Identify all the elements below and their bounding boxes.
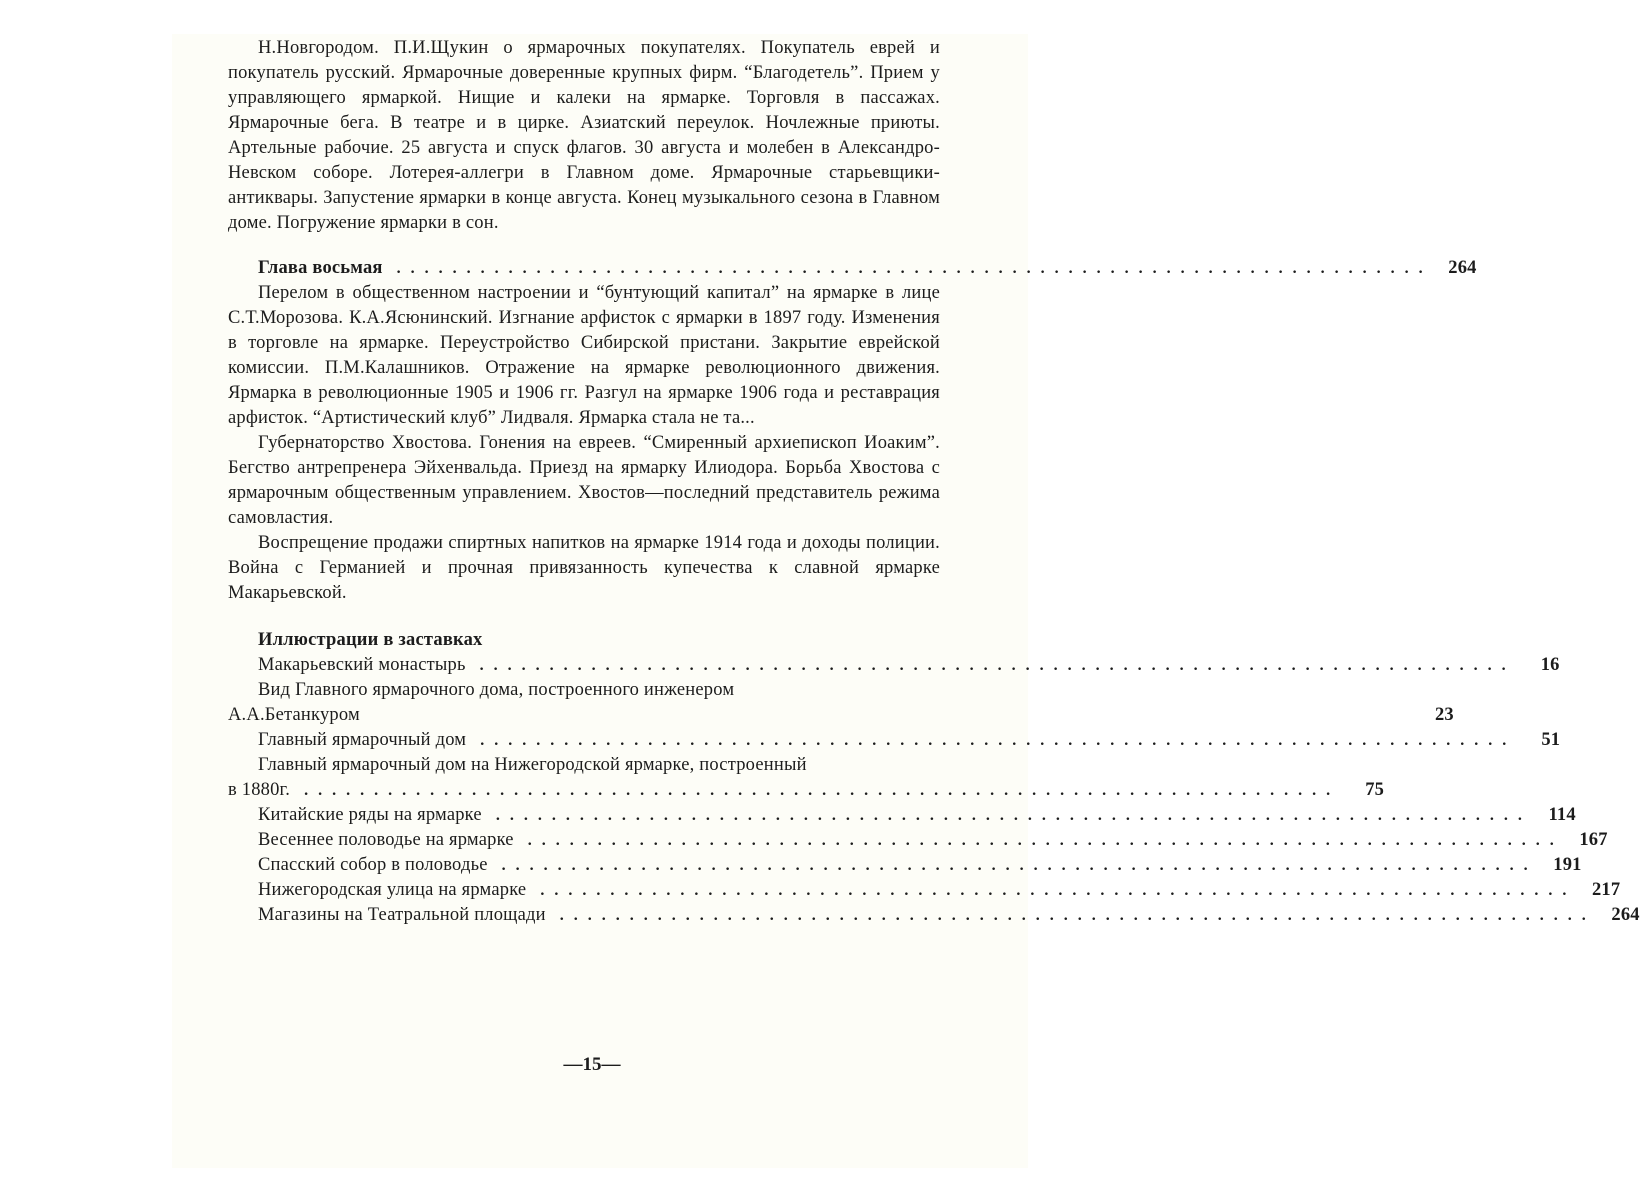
illustration-title-line: Вид Главного ярмарочного дома, построенного инженером xyxy=(258,680,735,700)
chapter-eight-entry xyxy=(228,256,1477,281)
illustration-page: 51 xyxy=(1541,730,1561,750)
illustration-entry xyxy=(228,803,1576,828)
illustration-entry xyxy=(228,778,1385,803)
page-content xyxy=(228,36,1640,928)
dot-leader: .......................................................................... xyxy=(527,832,1564,849)
chapter-paragraph: Перелом в общественном настроении и “бунтующий капитал” на ярмарке в лице С.Т.Морозова. К.А.Ясюнинский. Изгнание арфисток с ярмарки в 1897 году. Изменения в торговле на ярмарке. Переустройство Сибирской пристани. Закрытие еврейской комиссии. П.М.Калашников. Отражение на ярмарке революционного движения. Ярмарка в революционные 1905 и 1906 гг. Разгул на ярмарке 1906 года и реставрация арфисток. “Артистический клуб” Лидваля. Ярмарка стала не та... xyxy=(228,283,940,428)
illustration-entry xyxy=(228,653,1560,678)
illustration-entry xyxy=(228,728,1561,753)
illustration-title: Спасский собор в половодье xyxy=(258,855,488,875)
illustration-title: Нижегородская улица на ярмарке xyxy=(258,880,527,900)
dot-leader: .......................................................................... xyxy=(559,907,1596,924)
illustration-page: 167 xyxy=(1579,830,1608,850)
chapter-title: Глава восьмая xyxy=(258,258,383,278)
illustration-title: Главный ярмарочный дом xyxy=(258,730,467,750)
illustration-title: Магазины на Театральной площади xyxy=(258,905,546,925)
dot-leader: .......................................................................... xyxy=(479,657,1516,674)
dot-leader: .......................................................................... xyxy=(480,732,1517,749)
illustration-entry xyxy=(228,703,1454,728)
illustration-page: 264 xyxy=(1611,905,1640,925)
illustration-title-line: Главный ярмарочный дом на Нижегородской ярмарке, построенный xyxy=(258,755,807,775)
illustration-title: Китайские ряды на ярмарке xyxy=(258,805,482,825)
page-number: —15— xyxy=(563,1054,621,1075)
illustration-title: Весеннее половодье на ярмарке xyxy=(258,830,514,850)
chapter-page: 264 xyxy=(1448,258,1477,278)
illustration-title: А.А.Бетанкуром xyxy=(228,705,360,725)
illustration-page: 191 xyxy=(1553,855,1582,875)
illustration-page: 114 xyxy=(1548,805,1576,825)
chapter-paragraph: Воспрещение продажи спиртных напитков на ярмарке 1914 года и доходы полиции. Война с Германией и прочная привязанность купечества к славной ярмарке Макарьевской. xyxy=(228,533,940,603)
illustration-entry xyxy=(228,853,1582,878)
dot-leader: .......................................................................... xyxy=(396,260,1433,277)
chapter-paragraph: Губернаторство Хвостова. Гонения на евреев. “Смиренный архиепископ Иоаким”. Бегство антрепренера Эйхенвальда. Приезд на ярмарку Илиодора. Борьба Хвостова с ярмарочным общественным управлением. Хвостов—последний представитель режима самовластия. xyxy=(228,433,940,528)
dot-leader: .......................................................................... xyxy=(501,857,1538,874)
illustration-title: в 1880г. xyxy=(228,780,291,800)
illustration-page: 217 xyxy=(1591,880,1621,900)
illustration-entry xyxy=(228,828,1608,853)
illustration-page: 75 xyxy=(1365,780,1385,800)
illustrations-heading: Иллюстрации в заставках xyxy=(258,630,483,650)
illustration-entry xyxy=(228,878,1621,903)
chapter-seven-summary: Н.Новгородом. П.И.Щукин о ярмарочных покупателях. Покупатель еврей и покупатель русский. Ярмарочные доверенные крупных фирм. “Благодетель”. Прием у управляющего ярмаркой. Нищие и калеки на ярмарке. Торговля в пассажах. Ярмарочные бега. В театре и в цирке. Азиатский переулок. Ночлежные приюты. Артельные рабочие. 25 августа и спуск флагов. 30 августа и молебен в Александро-Невском соборе. Лотерея-аллегри в Главном доме. Ярмарочные старьевщики-антиквары. Запустение ярмарки в конце августа. Конец музыкального сезона в Главном доме. Погружение ярмарки в сон. xyxy=(228,38,940,233)
dot-leader: .......................................................................... xyxy=(304,782,1341,799)
dot-leader: .......................................................................... xyxy=(540,882,1577,899)
illustration-title: Макарьевский монастырь xyxy=(258,655,466,675)
illustration-page: 16 xyxy=(1540,655,1560,675)
illustration-entry xyxy=(228,903,1640,928)
dot-leader: .......................................................................... xyxy=(495,807,1532,824)
illustration-page: 23 xyxy=(1434,705,1454,725)
